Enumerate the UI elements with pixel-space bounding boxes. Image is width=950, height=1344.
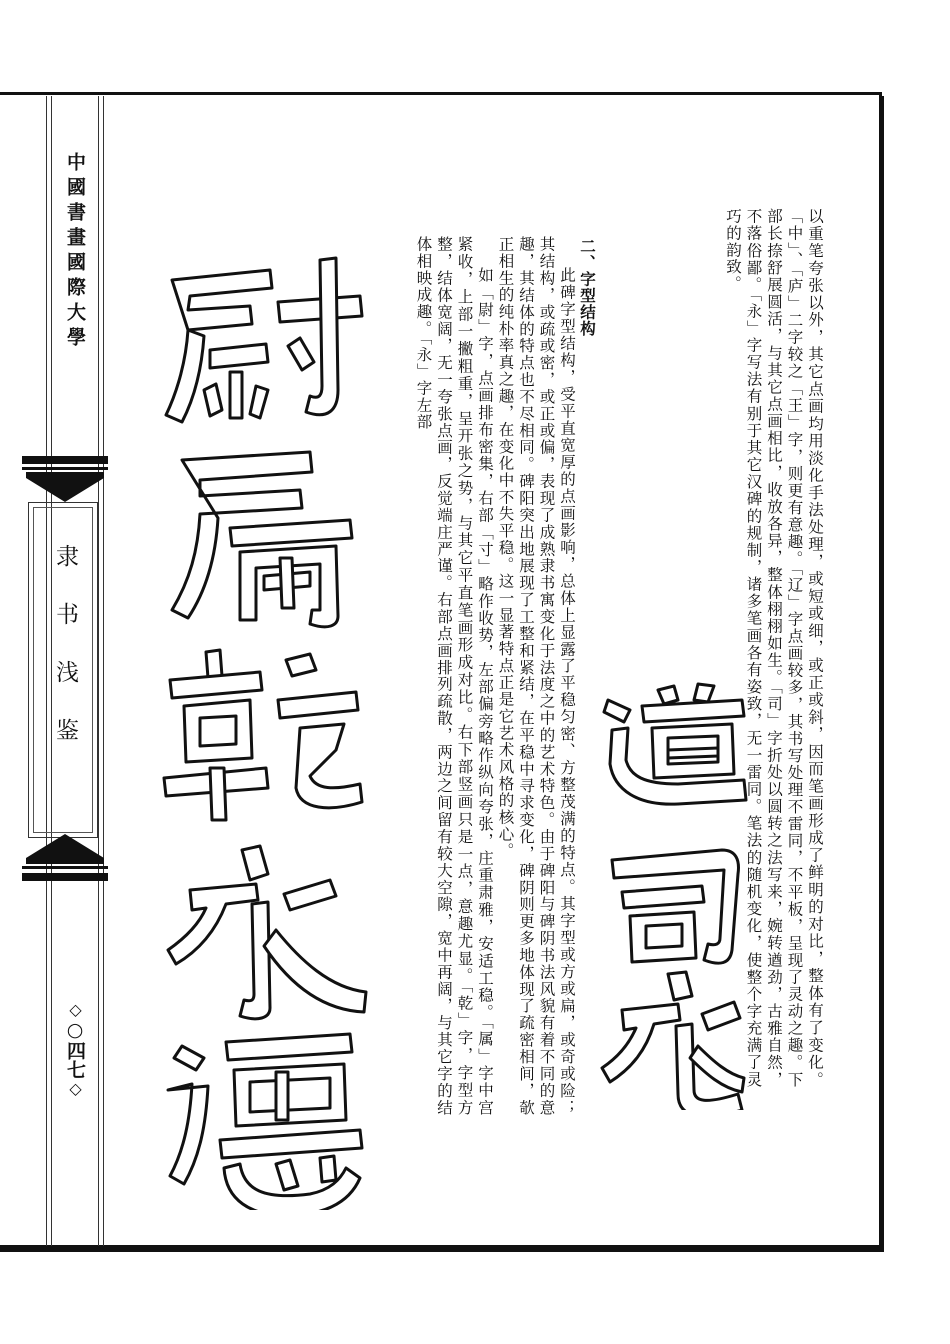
diamond-mark: ◇ <box>66 1079 85 1098</box>
body-paragraphs <box>361 236 577 1116</box>
page-number-value: ○四七 <box>64 1019 86 1079</box>
calligraphy-column-left <box>160 240 370 1210</box>
ornament-bar <box>22 467 108 470</box>
ornament-bar <box>22 456 108 464</box>
section-heading: 二、字型结构 <box>578 238 597 337</box>
calligraphy-column-right <box>598 680 748 1110</box>
spine-rule <box>103 96 104 1246</box>
paragraph-intro: 以重笔夸张以外，其它点画均用淡化手法处理，或短或细，或正或斜，因而笔画形成了鲜明的对比，整体有了变化。「中」、「庐」二字较之「王」字，则更有意趣。「辽」字点画较多，其书写处理不雷同，不平板，呈现了灵动之趣。下部长捺舒展圆活，与其它点画相比，收放各异，整体栩栩如生。「司」字折处以圆转之法写来，婉转遒劲，古雅自然，不落俗鄙。「永」字写法有别于其它汉碑的规制，诸多笔画各有姿致，无一雷同。笔法的随机变化，使整个字充满了灵巧的韵致。 <box>724 208 824 1088</box>
calligraphy-char-wei <box>166 258 362 422</box>
frame-shadow-right <box>880 96 884 1252</box>
bottom-ornament-icon <box>26 832 104 864</box>
top-ornament-icon <box>26 472 104 504</box>
book-title: 隶书浅鉴 <box>52 544 78 776</box>
ornament-bar <box>22 873 108 881</box>
calligraphy-char-qiu <box>604 684 746 804</box>
calligraphy-char-shu <box>172 452 352 627</box>
calligraphy-char-si <box>612 850 738 963</box>
paragraph: 如「尉」字，点画排布密集，右部「寸」略作收势，左部偏旁略作纵向夸张，庄重肃雅，安适工稳。「属」字中宫紧收，上部一撇粗重，呈开张之势，与其它平直笔画形成对比。右下部竖画只是一点，意趣尤显。「乾」字，字型方整，结体宽阔，无一夸张点画，反觉端庄严谨。右部点画排列疏散，两边之间留有较大空隙，宽中再阔，与其它字的结体相映成趣。「永」字左部 <box>414 236 494 1116</box>
page-number <box>62 1000 88 1098</box>
calligraphy-char-de <box>168 1034 362 1210</box>
series-title: 中國書畫國際大學 <box>64 152 86 352</box>
calligraphy-char-yong-2 <box>602 972 744 1110</box>
ornament-bar <box>22 866 108 869</box>
frame-shadow-bottom <box>0 1248 884 1252</box>
calligraphy-char-qian <box>164 650 362 820</box>
spine-rule <box>98 96 99 1246</box>
diamond-mark: ◇ <box>66 1000 85 1019</box>
calligraphy-char-yong <box>168 846 366 1019</box>
paragraph: 此碑字型结构，受平直宽厚的点画影响，总体上显露了平稳匀密、方整茂满的特点。其字型或方或扁，或奇或险；其结构，或疏或密，或正或偏，表现了成熟隶书寓变化于法度之中的艺术特色。由于碑阳与碑阴书法风貌有着不同的意趣，其结体的特点也不尽相同。碑阳突出地展现了工整和紧结，在平稳中寻求变化，碑阴则更多地体现了疏密相间，欹正相生的纯朴率真之趣，在变化中不失平稳。这一显著特点正是它艺术风格的核心。 <box>496 236 576 1116</box>
